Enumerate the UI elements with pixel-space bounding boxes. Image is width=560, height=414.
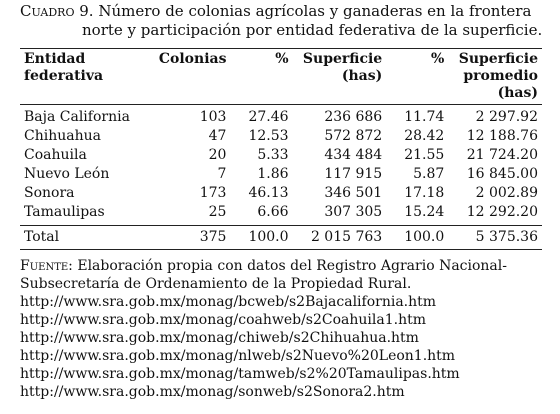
table-row bbox=[20, 146, 542, 165]
cell-colonias: 20 bbox=[208, 147, 227, 163]
cell-promedio: 12 292.20 bbox=[466, 204, 538, 220]
cell-superficie: 117 915 bbox=[324, 166, 383, 182]
source-url: http://www.sra.gob.mx/monag/coahweb/s2Coahuila1.htm bbox=[20, 312, 426, 328]
cell-promedio: 2 297.92 bbox=[475, 109, 538, 125]
cell-pct-superficie: 15.24 bbox=[404, 204, 445, 220]
cell-pct-colonias: 27.46 bbox=[248, 109, 289, 125]
cell-promedio: 2 002.89 bbox=[475, 185, 538, 201]
source-url: http://www.sra.gob.mx/monag/sonweb/s2Sonora2.htm bbox=[20, 384, 405, 400]
cell-promedio: 16 845.00 bbox=[466, 166, 538, 182]
header-superficie bbox=[293, 49, 387, 105]
source-label: Fuente: bbox=[20, 258, 73, 274]
cell-entidad: Chihuahua bbox=[24, 128, 101, 144]
header-entidad-line2: federativa bbox=[24, 68, 104, 84]
source-url: http://www.sra.gob.mx/monag/bcweb/s2Bajacalifornia.htm bbox=[20, 294, 437, 310]
header-superficie-promedio bbox=[448, 49, 542, 105]
table-header-row bbox=[20, 49, 542, 105]
cell-colonias: 25 bbox=[208, 204, 227, 220]
table-row bbox=[20, 203, 542, 226]
header-entidad bbox=[20, 49, 155, 105]
cell-pct-colonias: 46.13 bbox=[248, 185, 289, 201]
cell-pct-superficie: 17.18 bbox=[404, 185, 445, 201]
cell-superficie: 236 686 bbox=[324, 109, 383, 125]
cell-colonias: 47 bbox=[208, 128, 227, 144]
cell-entidad: Nuevo León bbox=[24, 166, 110, 182]
header-superficie-line1: Superficie bbox=[302, 51, 383, 67]
cell-promedio: 21 724.20 bbox=[466, 147, 538, 163]
cell-promedio: 12 188.76 bbox=[466, 128, 538, 144]
cell-pct-superficie: 5.87 bbox=[413, 166, 445, 182]
total-promedio: 5 375.36 bbox=[448, 226, 542, 250]
table-row bbox=[20, 184, 542, 203]
header-superficie-line2: (has) bbox=[341, 68, 383, 84]
cell-superficie: 346 501 bbox=[324, 185, 383, 201]
header-pct-superficie: % bbox=[386, 49, 448, 105]
cell-pct-superficie: 28.42 bbox=[404, 128, 445, 144]
total-pct-colonias: 100.0 bbox=[230, 226, 292, 250]
caption-label: Cuadro 9. bbox=[20, 2, 94, 20]
table-row bbox=[20, 105, 542, 128]
source-url: http://www.sra.gob.mx/monag/nlweb/s2Nuevo%20Leon1.htm bbox=[20, 348, 456, 364]
cell-superficie: 572 872 bbox=[324, 128, 383, 144]
total-superficie: 2 015 763 bbox=[293, 226, 387, 250]
header-entidad-line1: Entidad bbox=[24, 51, 86, 67]
source-url: http://www.sra.gob.mx/monag/tamweb/s2%20Tamaulipas.htm bbox=[20, 366, 460, 382]
table-row bbox=[20, 165, 542, 184]
cell-pct-colonias: 12.53 bbox=[248, 128, 289, 144]
cell-superficie: 434 484 bbox=[324, 147, 383, 163]
total-colonias: 375 bbox=[155, 226, 231, 250]
source-note bbox=[20, 257, 542, 293]
cell-entidad: Tamaulipas bbox=[24, 204, 105, 220]
source-url: http://www.sra.gob.mx/monag/chiweb/s2Chihuahua.htm bbox=[20, 330, 419, 346]
header-promedio-line1: Superficie bbox=[458, 51, 538, 67]
header-pct-colonias: % bbox=[230, 49, 292, 105]
total-entidad: Total bbox=[20, 226, 155, 250]
cell-entidad: Baja California bbox=[24, 109, 130, 125]
cell-pct-superficie: 21.55 bbox=[404, 147, 445, 163]
cell-pct-colonias: 5.33 bbox=[257, 147, 289, 163]
table-row bbox=[20, 127, 542, 146]
cell-colonias: 173 bbox=[199, 185, 227, 201]
caption-title-line2: norte y participación por entidad federativa de la superficie. bbox=[82, 21, 543, 39]
total-pct-superficie: 100.0 bbox=[386, 226, 448, 250]
cell-pct-superficie: 11.74 bbox=[404, 109, 445, 125]
header-promedio-line2: promedio bbox=[463, 68, 538, 84]
cell-pct-colonias: 1.86 bbox=[257, 166, 289, 182]
cell-entidad: Coahuila bbox=[24, 147, 87, 163]
cell-colonias: 7 bbox=[217, 166, 227, 182]
data-table bbox=[20, 48, 542, 250]
source-text: Elaboración propia con datos del Registro Agrario Nacional-Subsecretaría de Ordenamiento de la Propiedad Rural. bbox=[20, 258, 507, 292]
table-caption bbox=[20, 2, 542, 40]
cell-entidad: Sonora bbox=[24, 185, 75, 201]
cell-colonias: 103 bbox=[199, 109, 227, 125]
caption-title-line1: Número de colonias agrícolas y ganaderas en la frontera bbox=[98, 2, 532, 20]
table-total-row bbox=[20, 226, 542, 250]
cell-pct-colonias: 6.66 bbox=[257, 204, 289, 220]
header-colonias: Colonias bbox=[155, 49, 231, 105]
header-promedio-line3: (has) bbox=[497, 85, 538, 101]
cell-superficie: 307 305 bbox=[324, 204, 383, 220]
